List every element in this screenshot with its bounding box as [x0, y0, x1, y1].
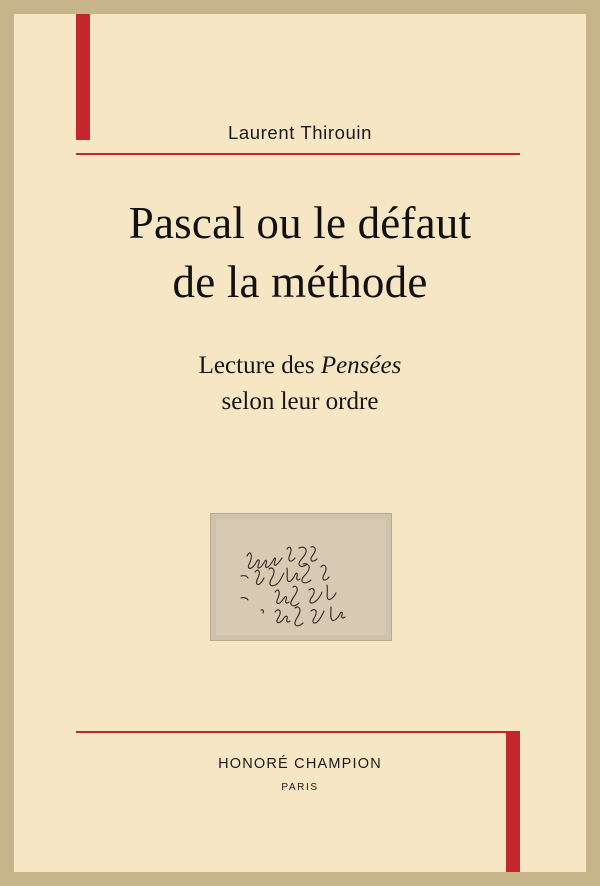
subtitle-prefix: Lecture des — [198, 352, 321, 379]
bottom-red-bar — [506, 731, 520, 872]
subtitle-line-2: selon leur ordre — [221, 388, 379, 416]
publisher-city: PARIS — [281, 782, 319, 793]
manuscript-facsimile-image — [210, 513, 392, 641]
top-red-rule — [76, 153, 520, 155]
bottom-red-rule — [76, 731, 520, 733]
title-line-1: Pascal ou le défaut — [128, 198, 472, 248]
author-name: Laurent Thirouin — [228, 122, 372, 143]
book-title — [14, 194, 586, 311]
subtitle-work-title: Pensées — [320, 352, 402, 379]
publisher-name: HONORÉ CHAMPION — [218, 756, 382, 772]
handwriting-icon — [211, 514, 391, 640]
book-subtitle — [14, 348, 586, 421]
title-line-2: de la méthode — [172, 256, 428, 307]
subtitle-line-1 — [14, 348, 586, 384]
cover-page — [14, 14, 586, 872]
